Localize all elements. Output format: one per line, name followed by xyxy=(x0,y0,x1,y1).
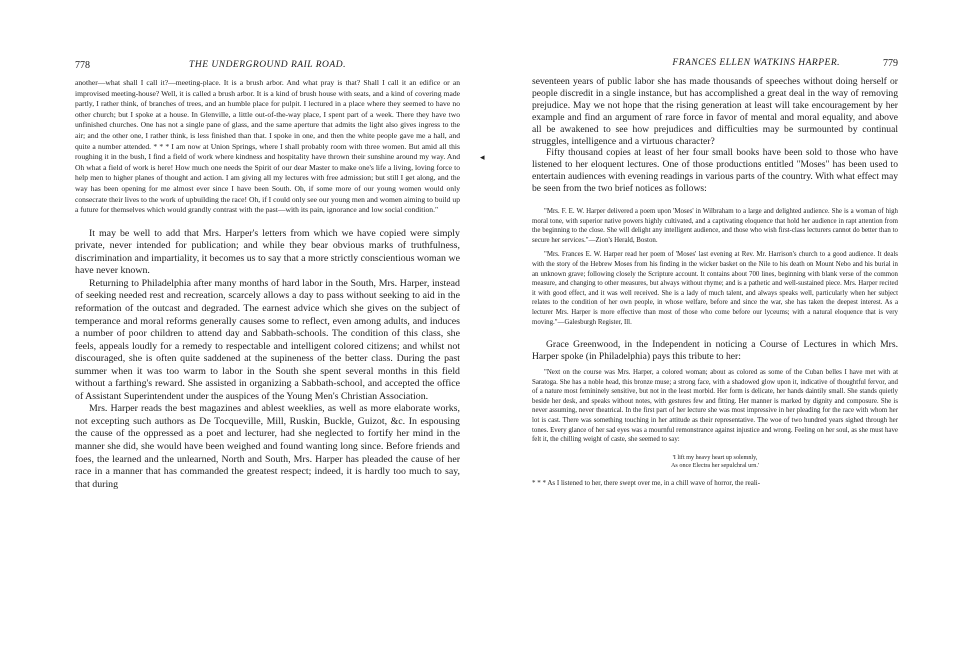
page-number: 779 xyxy=(883,58,898,69)
gutter-arrow-icon: ◂ xyxy=(480,152,485,162)
letter-excerpt: another—what shall I call it?—meeting-place. It is a brush arbor. And what pray is that? Shall I call it an edifice or an improvised meeting-house? Well, it is called a brush arbor. It is a kind of brush house with seats, and a kind of covering made partly, I rather think, of branches of trees, and an humble place for pulpit. I lectured in a place where they seemed to have no other church; but I spoke at a house. In Glenville, a little out-of-the-way place, I spent part of a week. There they have two unfinished churches. One has not a single pane of glass, and the same aperture that admits the light also gives ingress to the air; and the other one, I rather think, is less finished than that. I spoke in one, and then the white people gave me a hall, and quite a number attended. * * * I am now at Union Springs, where I shall probably room with three women. But amid all this roughing it in the bush, I find a field of work where kindness and hospitality have thrown their sunshine around my way. And Oh what a field of work is here! How much one needs the Spirit of our dear Master to make one's life a living, loving force to help men to higher planes of thought and action. I am giving all my lectures with free admission; but still I get along, and the way has been opening for me almost ever since I have been South. Oh, if some more of our young women would only consecrate their lives to the work of upbuilding the race! Oh, if I could only see our young men and women aiming to build up a future for themselves which would grandly contrast with the past—with its pain, ignorance and low social condition." xyxy=(75,78,460,215)
body-paragraph: Grace Greenwood, in the Independent in noticing a Course of Lectures in which Mrs. Harper spoke (in Philadelphia) pays this tribute to her: xyxy=(532,339,898,363)
body-paragraph: Mrs. Harper reads the best magazines and ablest weeklies, as well as more elaborate works, not excepting such authors as De Tocqueville, Mill, Ruskin, Buckle, Guizot, &c. In espousing the cause of the oppressed as a poet and lecturer, had she neglected to fortify her mind in the manner she did, she would have been weighed and found wanting long since. Before friends and foes, the learned and the unlearned, North and South, Mrs. Harper has pleaded the cause of her race in a manner that has commanded the greatest respect; indeed, it is hardly too much to say, that during xyxy=(75,403,460,490)
poem-line: As once Electra her sepulchral urn.' xyxy=(670,462,760,470)
poem-quote xyxy=(532,454,898,471)
running-title: THE UNDERGROUND RAIL ROAD. xyxy=(189,60,346,70)
poem-line: 'I lift my heavy heart up solemnly, xyxy=(672,453,758,461)
running-title: FRANCES ELLEN WATKINS HARPER. xyxy=(672,58,840,68)
body-paragraph: Fifty thousand copies at least of her four small books have been sold to those who have listened to her eloquent lectures. One of those productions entitled "Moses" has been used to entertain audiences with evening readings in various parts of the country. With what effect may be seen from the two brief notices as follows: xyxy=(532,147,898,195)
right-page xyxy=(490,0,980,656)
right-page-header xyxy=(532,58,898,72)
closing-line: * * * As I listened to her, there swept over me, in a chill wave of horror, the reali- xyxy=(532,478,761,487)
left-page-header xyxy=(75,60,460,74)
page-number: 778 xyxy=(75,60,90,71)
newspaper-notice: "Mrs. F. E. W. Harper delivered a poem upon 'Moses' in Wilbraham to a large and delighted audience. She is a woman of high moral tone, with superior native powers highly cultivated, and a captivating eloquence that hold her audience in rapt attention from the beginning to the close. She will delight any intelligent audience, and those who wish first-class lecturers cannot do better than to secure her services."—Zion's Herald, Boston. xyxy=(532,208,898,244)
body-paragraph: seventeen years of public labor she has made thousands of speeches without doing herself or people discredit in a single instance, but has accomplished a great deal in the way of removing prejudice. May we not hope that the rising generation at least will take encouragement by her example and find an argument of rare force in favor of mental and moral equality, and above all be awakened to see how prejudices and difficulties may be surmounted by continual struggles, intelligence and a virtuous character? xyxy=(532,76,898,147)
tribute-quote: "Next on the course was Mrs. Harper, a colored woman; about as colored as some of the Cuban belles I have met with at Saratoga. She has a noble head, this bronze muse; a strong face, with a shadowed glow upon it, indicative of thoughtful fervor, and of a nature most femininely sensitive, but not in the least morbid. Her form is delicate, her hands daintily small. She stands quietly beside her desk, and speaks without notes, with gestures few and fitting. Her manner is marked by dignity and composure. She is never assuming, never theatrical. In the first part of her lecture she was most impressive in her pleading for the race with whom her lot is cast. There was something touching in her attitude as their representative. The woe of two hundred years sighed through her tones. Every glance of her sad eyes was a mournful remonstrance against injustice and wrong. Feeling on her soul, as she must have felt it, the chilling weight of caste, she seemed to say: xyxy=(532,369,898,444)
body-paragraph: Returning to Philadelphia after many months of hard labor in the South, Mrs. Harper, instead of seeking needed rest and recreation, scarcely allows a day to pass without seeking to aid in the reformation of the outcast and degraded. The earnest advice which she gives on the subject of temperance and moral reforms generally causes some to reflect, even among adults, and induces a number of poor children to attend day and Sabbath-schools. The condition of this class, she feels, appeals loudly for a remedy to respectable and intelligent colored citizens; and whilst not discouraged, she is often quite saddened at the supineness of the better class. During the past summer when it was too warm to labor in the South she spent several months in this field without a farthing's reward. She assisted in organizing a Sabbath-school, and accepted the office of Assistant Superintendent under the auspices of the Young Men's Christian Association. xyxy=(75,277,460,402)
body-paragraph: It may be well to add that Mrs. Harper's letters from which we have copied were simply private, never intended for publication; and while they bear obvious marks of truthfulness, discrimination and impartiality, it becomes us to say that a more strictly conscientious woman we have never known. xyxy=(75,227,460,277)
newspaper-notice: "Mrs. Frances E. W. Harper read her poem of 'Moses' last evening at Rev. Mr. Harrison's church to a good audience. It deals with the story of the Hebrew Moses from his finding in the wicker basket on the Nile to his death on Mount Nebo and his burial in an unknown grave; following closely the Scripture account. It contains about 700 lines, beginning with blank verse of the common measure, and changing to other measures, but always without rhyme; and is a pathetic and well-sustained piece. Mrs. Harper recited it with good effect, and it was well received. She is a lady of much talent, and always speaks well, particularly when her subject relates to the condition of her own people, in whose welfare, before and since the war, she has taken the deepest interest. As a lecturer Mrs. Harper is more effective than most of those who come before our lyceums; with a natural eloquence that is very moving."—Galesburgh Register, Ill. xyxy=(532,251,898,326)
